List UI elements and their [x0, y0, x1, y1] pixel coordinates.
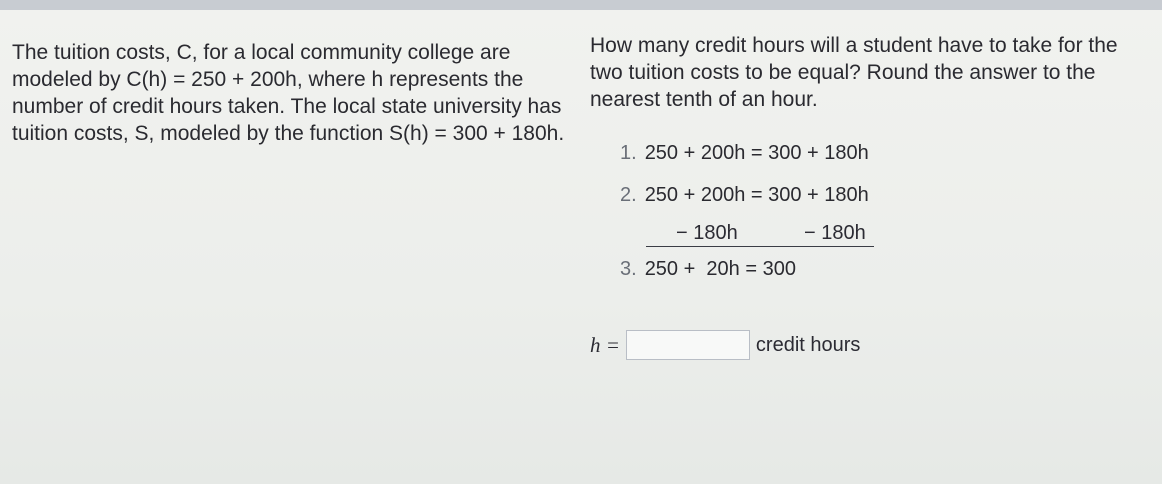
step-1-number: 1.: [620, 142, 637, 164]
top-bar: [0, 0, 1162, 10]
subtraction-row: [646, 222, 874, 247]
question-text: How many credit hours will a student have to take for the two tuition costs to be equal? Round the answer to the nearest tenth of an hour.: [590, 34, 1118, 111]
step-3-number: 3.: [620, 258, 637, 280]
subtract-left: − 180h: [676, 222, 738, 244]
step-2-number: 2.: [620, 184, 637, 206]
answer-row: [590, 328, 860, 362]
problem-statement: The tuition costs, C, for a local community college are modeled by C(h) = 250 + 200h, where h represents the number of credit hours taken. The local state university has tuition costs, S, modeled by the function S(h) = 300 + 180h.: [12, 41, 565, 145]
step-2-equation: 250 + 200h = 300 + 180h: [644, 184, 869, 206]
unit-label: credit hours: [755, 333, 861, 356]
step-1: [620, 142, 869, 165]
step-3-equation: 250 + 20h = 300: [644, 258, 796, 280]
step-1-equation: 250 + 200h = 300 + 180h: [644, 142, 869, 164]
h-variable-label: h =: [590, 332, 620, 357]
step-2: [620, 184, 869, 207]
credit-hours-input[interactable]: [626, 330, 750, 360]
problem-panel: [0, 10, 1162, 484]
step-3: [620, 258, 796, 281]
subtract-right: − 180h: [804, 222, 866, 244]
